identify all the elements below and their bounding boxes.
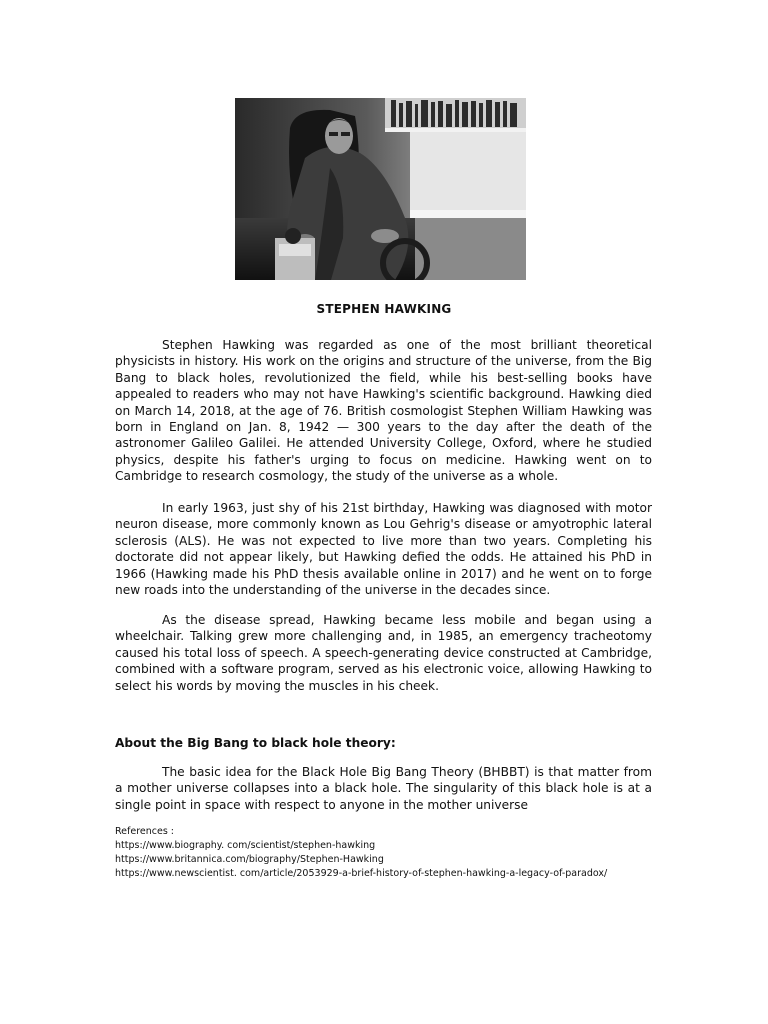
reference-link[interactable]: https://www.newscientist. com/article/2053929-a-brief-history-of-stephen-hawking-a-legacy-of-paradox/	[115, 868, 608, 879]
article-title: STEPHEN HAWKING	[316, 302, 452, 316]
paragraph-3: As the disease spread, Hawking became less mobile and began using a wheelchair. Talking grew more challenging and, in 1985, an emergency tracheotomy caused his total loss of speech. A speech-generating device constructed at Cambridge, combined with a software program, served as his electronic voice, allowing Hawking to select his words by moving the muscles in his cheek.	[115, 613, 652, 693]
portrait-photo-image	[235, 98, 526, 280]
references	[115, 825, 675, 881]
references-label: References :	[115, 826, 175, 837]
paragraph-1: Stephen Hawking was regarded as one of the most brilliant theoretical physicists in history. His work on the origins and structure of the universe, from the Big Bang to black holes, revolutionized the field, while his best-selling books have appealed to readers who may not have Hawking's scientific background. Hawking died on March 14, 2018, at the age of 76. British cosmologist Stephen William Hawking was born in England on Jan. 8, 1942 — 300 years to the day after the death of the astronomer Galileo Galilei. He attended University College, Oxford, where he studied physics, despite his father's urging to focus on medicine. Hawking went on to Cambridge to research cosmology, the study of the universe as a whole.	[115, 338, 652, 484]
section-paragraph: The basic idea for the Black Hole Big Bang Theory (BHBBT) is that matter from a mother universe collapses into a black hole. The singularity of this black hole is at a single point in space with respect to anyone in the mother universe	[115, 765, 652, 812]
reference-link[interactable]: https://www.britannica.com/biography/Stephen-Hawking	[115, 854, 384, 865]
portrait-photo	[235, 98, 526, 280]
reference-link[interactable]: https://www.biography. com/scientist/stephen-hawking	[115, 840, 376, 851]
section-heading: About the Big Bang to black hole theory:	[115, 736, 396, 750]
paragraph-2: In early 1963, just shy of his 21st birthday, Hawking was diagnosed with motor neuron disease, more commonly known as Lou Gehrig's disease or amyotrophic lateral sclerosis (ALS). He was not expected to live more than two years. Completing his doctorate did not appear likely, but Hawking defied the odds. He attained his PhD in 1966 (Hawking made his PhD thesis available online in 2017) and he went on to forge new roads into the understanding of the universe in the decades since.	[115, 501, 652, 598]
